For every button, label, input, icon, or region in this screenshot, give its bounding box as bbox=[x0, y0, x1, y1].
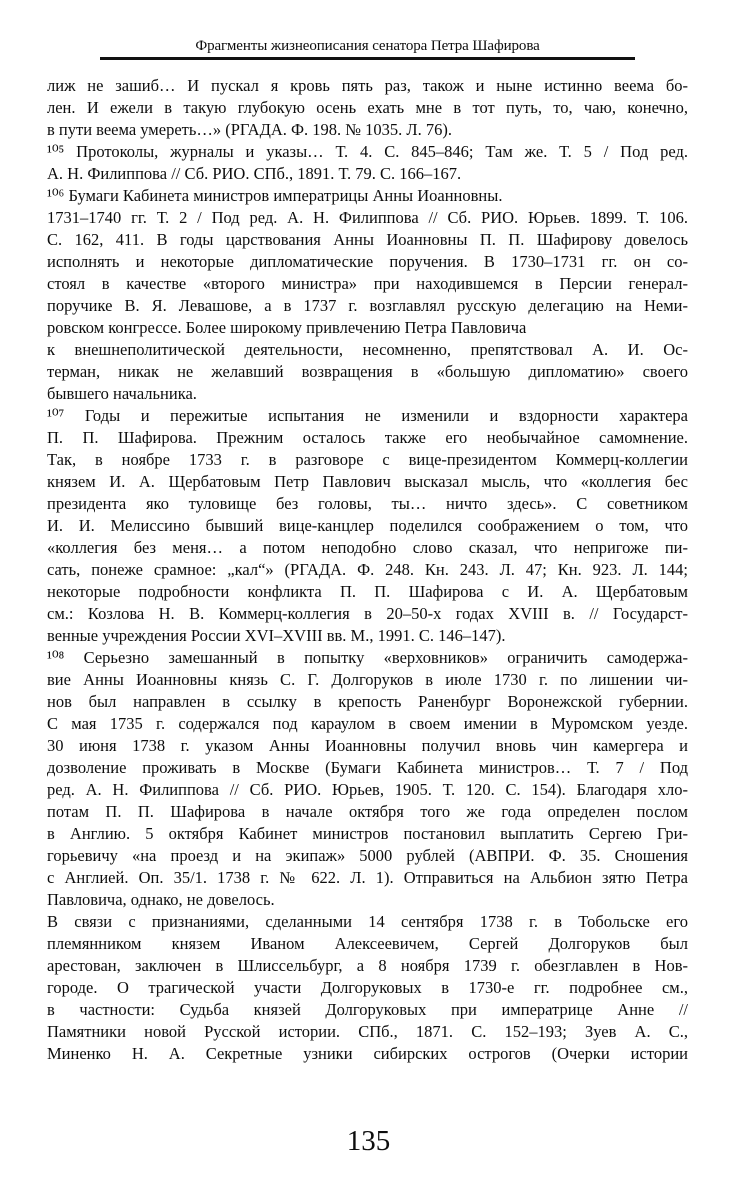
text-line: Памятники новой Русской истории. СПб., 1871. С. 152–193; Зуев А. С., bbox=[47, 1022, 688, 1041]
text-line: ровском конгрессе. Более широкому привлечению Петра Павловича bbox=[47, 318, 527, 337]
text-line: племянником князем Иваном Алексеевичем, Сергей Долгоруков был bbox=[47, 934, 688, 953]
text-line: Павловича, однако, не довелось. bbox=[47, 890, 275, 909]
text-line: князем И. А. Щербатовым Петр Павлович высказал мысль, что «коллегия бес bbox=[47, 472, 688, 491]
text-line: А. Н. Филиппова // Сб. РИО. СПб., 1891. Т. 79. С. 166–167. bbox=[47, 164, 462, 183]
text-line: ред. А. Н. Филиппова // Сб. РИО. Юрьев, 1905. Т. 120. С. 154). Благодаря хло- bbox=[47, 780, 688, 799]
text-line: ¹⁰⁵ Протоколы, журналы и указы… Т. 4. С. 845–846; Там же. Т. 5 / Под ред. bbox=[47, 142, 688, 161]
text-line: С мая 1735 г. содержался под караулом в своем имении в Муромском уезде. bbox=[47, 714, 688, 733]
text-line: с Англией. Оп. 35/1. 1738 г. № 622. Л. 1). Отправиться на Альбион зятю Петра bbox=[47, 868, 688, 887]
text-line: поручике В. Я. Левашове, а в 1737 г. возглавлял русскую делегацию на Неми- bbox=[47, 296, 688, 315]
text-line: В связи с признаниями, сделанными 14 сентября 1738 г. в Тобольске его bbox=[47, 912, 688, 931]
text-line: потам П. П. Шафирова в начале октября того же года определен послом bbox=[47, 802, 688, 821]
text-line: президента яко туловище без головы, ты… ничто здесь». С советником bbox=[47, 494, 688, 513]
text-line: см.: Козлова Н. В. Коммерц-коллегия в 20–50-х годах XVIII в. // Государст- bbox=[47, 604, 688, 623]
text-line: И. И. Мелиссино бывший вице-канцлер поделился соображением о том, что bbox=[47, 516, 688, 535]
header-rule bbox=[100, 57, 635, 60]
running-header: Фрагменты жизнеописания сенатора Петра Шафирова bbox=[195, 38, 540, 54]
text-line: в пути веема умереть…» (РГАДА. Ф. 198. № 1035. Л. 76). bbox=[47, 120, 452, 139]
text-line: 1731–1740 гг. Т. 2 / Под ред. А. Н. Филиппова // Сб. РИО. Юрьев. 1899. Т. 106. bbox=[47, 208, 688, 227]
text-line: к внешнеполитической деятельности, несомненно, препятствовал А. И. Ос- bbox=[47, 340, 688, 359]
page-number: 135 bbox=[346, 1125, 391, 1157]
text-line: в Англию. 5 октября Кабинет министров постановил выплатить Сергею Гри- bbox=[47, 824, 688, 843]
text-line: стоял в качестве «второго министра» при находившемся в Персии генерал- bbox=[47, 274, 688, 293]
text-line: Так, в ноябре 1733 г. в разговоре с вице-президентом Коммерц-коллегии bbox=[47, 450, 688, 469]
text-line: 30 июня 1738 г. указом Анны Иоанновны получил вновь чин камергера и bbox=[47, 736, 688, 755]
text-line: некоторые подробности конфликта П. П. Шафирова с И. А. Щербатовым bbox=[47, 582, 688, 601]
text-line: лен. И ежели в такую глубокую осень ехать мне в тот путь, то, чаю, конечно, bbox=[47, 98, 688, 117]
text-line: ¹⁰⁸ Серьезно замешанный в попытку «верховников» ограничить самодержа- bbox=[47, 648, 688, 667]
text-line: дозволение проживать в Москве (Бумаги Кабинета министров… Т. 7 / Под bbox=[47, 758, 688, 777]
text-line: П. П. Шафирова. Прежним осталось также его необычайное самомнение. bbox=[47, 428, 688, 447]
text-line: бывшего начальника. bbox=[47, 384, 197, 403]
text-line: городе. О трагической участи Долгоруковых в 1730-е гг. подробнее см., bbox=[47, 978, 688, 997]
text-line: в частности: Судьба князей Долгоруковых при императрице Анне // bbox=[47, 1000, 688, 1019]
text-line: «коллегия без меня… а потом неподобно слово сказал, что непригоже пи- bbox=[47, 538, 688, 557]
text-line: Миненко Н. А. Секретные узники сибирских острогов (Очерки истории bbox=[47, 1044, 688, 1063]
text-line: терман, никак не желавший возвращения в «большую дипломатию» своего bbox=[47, 362, 688, 381]
text-line: горьевичу «на проезд и на экипаж» 5000 рублей (АВПРИ. Ф. 35. Сношения bbox=[47, 846, 688, 865]
footnote-text-block bbox=[47, 75, 688, 1065]
text-line: нов был направлен в ссылку в крепость Раненбург Воронежской губернии. bbox=[47, 692, 688, 711]
text-line: арестован, заключен в Шлиссельбург, а 8 ноября 1739 г. обезглавлен в Нов- bbox=[47, 956, 688, 975]
text-line: С. 162, 411. В годы царствования Анны Иоанновны П. П. Шафирову довелось bbox=[47, 230, 688, 249]
text-line: лиж не зашиб… И пускал я кровь пять раз, також и ныне истинно веема бо- bbox=[47, 76, 688, 95]
text-line: сать, понеже срамное: „кал“» (РГАДА. Ф. 248. Кн. 243. Л. 47; Кн. 923. Л. 144; bbox=[47, 560, 688, 579]
text-line: ¹⁰⁷ Годы и пережитые испытания не изменили и вздорности характера bbox=[47, 406, 688, 425]
text-line: венные учреждения России XVI–XVIII вв. М., 1991. С. 146–147). bbox=[47, 626, 506, 645]
text-line: ¹⁰⁶ Бумаги Кабинета министров императрицы Анны Иоанновны. bbox=[47, 186, 503, 205]
text-line: исполнять и некоторые дипломатические поручения. В 1730–1731 гг. он со- bbox=[47, 252, 688, 271]
text-line: вие Анны Иоанновны князь С. Г. Долгоруков в июле 1730 г. по лишении чи- bbox=[47, 670, 688, 689]
